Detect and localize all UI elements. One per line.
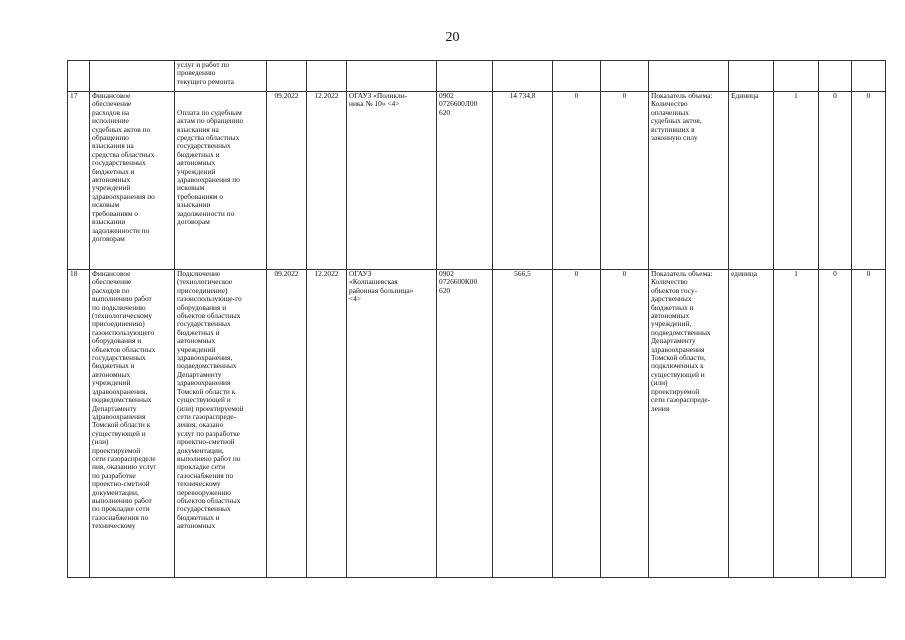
executor-cell	[347, 61, 437, 92]
row-number-cell: 17	[68, 92, 90, 270]
indicator-value-cell: 0	[819, 92, 852, 270]
unit-cell: единица	[729, 270, 774, 578]
activity-name-cell: Финансовое обеспечение расходов по выполнению работ по подключению (технологическому присоединению) газоиспользующего оборудования и объектов областных государственных бюджетных и автономных учреждений здравоохранения, подведомственных Департаменту здравоохранения Томской области к существующей и (или) проектируемой сети газораспределе ния, оказанию услуг по разработке проектно-сметной документации, выполнению работ по прокладке сети газоснабжения по техническому	[90, 270, 175, 578]
executor-cell: ОГАУЗ «Поликли- ника № 10» <4>	[347, 92, 437, 270]
page-number: 20	[445, 30, 460, 45]
indicator-value-cell: 0	[819, 270, 852, 578]
indicator-cell: Показатель объема: Количество объектов госу- дарственных бюджетных и автономных учреждений, подведомственных Департаменту здравоохранения Томской области, подключенных к существующей и (или) проектируемой сети газораспреде- ления	[649, 270, 729, 578]
activity-name-cell: Финансовое обеспечение расходов на исполнение судебных актов по обращению взыскания на средства областных государственных бюджетных и автономных учреждений здравоохранения по исковым требованиям о взыскании задолженности по договорам	[90, 92, 175, 270]
value-cell	[601, 61, 649, 92]
value-cell: 0	[601, 92, 649, 270]
amount-cell: 14 734,8	[493, 92, 553, 270]
executor-cell: ОГАУЗ «Колпашевская районная больница» <4>	[347, 270, 437, 578]
budget-code-cell	[437, 61, 493, 92]
indicator-cell: Показатель объема: Количество оплаченных судебных актов, вступивших в законную силу	[649, 92, 729, 270]
table-row	[68, 61, 886, 92]
unit-cell	[729, 61, 774, 92]
indicator-value-cell: 0	[852, 92, 886, 270]
indicator-value-cell: 1	[774, 92, 819, 270]
end-date-cell: 12.2022	[307, 270, 347, 578]
budget-code-cell: 0902 0726600Л00 620	[437, 92, 493, 270]
value-cell	[553, 61, 601, 92]
start-date-cell	[267, 61, 307, 92]
indicator-value-cell: 1	[774, 270, 819, 578]
start-date-cell: 09.2022	[267, 270, 307, 578]
activity-name-cell	[90, 61, 175, 92]
amount-cell	[493, 61, 553, 92]
row-number-cell	[68, 61, 90, 92]
indicator-value-cell	[774, 61, 819, 92]
indicator-cell	[649, 61, 729, 92]
unit-cell: Единица	[729, 92, 774, 270]
value-cell: 0	[553, 270, 601, 578]
activity-description-cell: услуг и работ по проведению текущего ремонта	[175, 61, 267, 92]
end-date-cell: 12.2022	[307, 92, 347, 270]
indicator-value-cell	[852, 61, 886, 92]
program-table	[67, 60, 886, 578]
activity-description-cell: Оплата по судебным актам по обращению взыскания на средства областных государственных бюджетных и автономных учреждений здравоохранения по исковым требованиям о взыскании задолженности по договорам	[175, 92, 267, 270]
start-date-cell: 09.2022	[267, 92, 307, 270]
budget-code-cell: 0902 0726600К00 620	[437, 270, 493, 578]
value-cell: 0	[601, 270, 649, 578]
indicator-value-cell: 0	[852, 270, 886, 578]
indicator-value-cell	[819, 61, 852, 92]
table-row	[68, 92, 886, 270]
end-date-cell	[307, 61, 347, 92]
table-row	[68, 270, 886, 578]
amount-cell: 566,5	[493, 270, 553, 578]
activity-description-cell: Подключение (технологическое присоединение) газоиспользующе-го оборудования и объектов областных государственных бюджетных и автономных учреждений здравоохранения, подведомственных Департаменту здравоохранения Томской области к существующей и (или) проектируемой сети газораспреде- ления, оказано услуг по разработке проектно-сметной документации, выполнено работ по прокладке сети газоснабжения по техническому перевооружению объектов областных государственных бюджетных и автономных	[175, 270, 267, 578]
row-number-cell: 18	[68, 270, 90, 578]
value-cell: 0	[553, 92, 601, 270]
